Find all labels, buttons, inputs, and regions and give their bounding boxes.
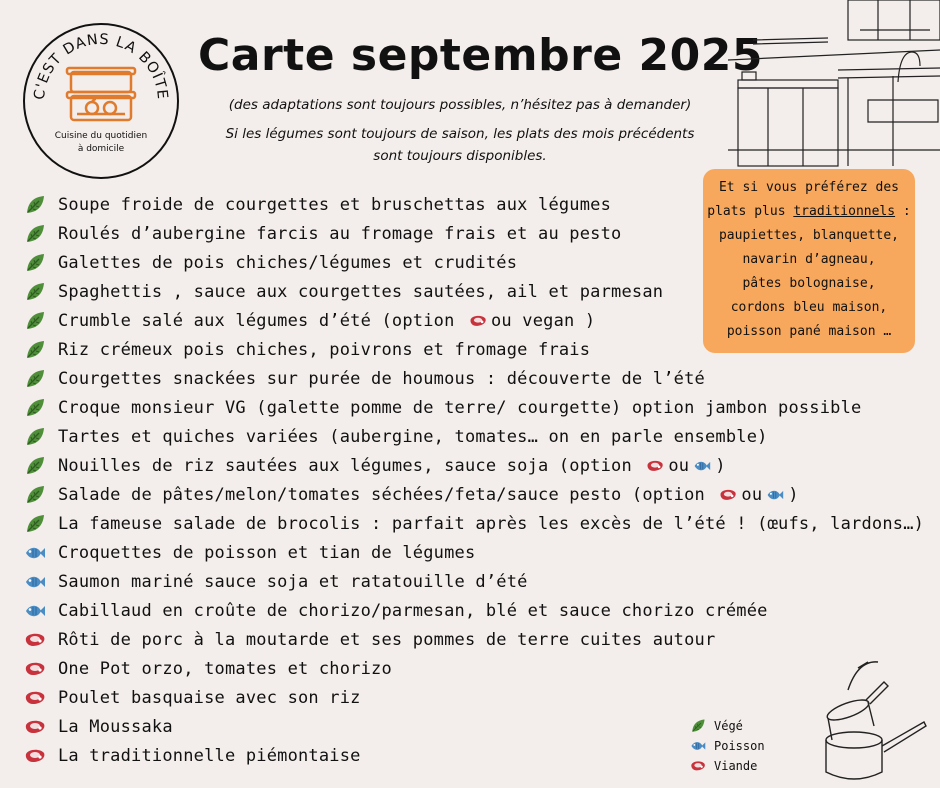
leaf-icon bbox=[24, 368, 46, 390]
leaf-icon bbox=[24, 339, 46, 361]
traditional-line-2-end: : bbox=[895, 204, 911, 219]
season-note-line-2: sont toujours disponibles. bbox=[373, 148, 547, 164]
dish-item bbox=[24, 190, 924, 219]
dish-option-end: ) bbox=[788, 484, 799, 505]
meat-icon bbox=[24, 687, 46, 709]
dish-text: Poulet basquaise avec son riz bbox=[58, 687, 361, 708]
leaf-icon bbox=[24, 252, 46, 274]
dish-text: Nouilles de riz sautées aux légumes, sauce soja (option bbox=[58, 455, 632, 476]
dish-text: Croque monsieur VG (galette pomme de terre/ courgette) option jambon possible bbox=[58, 397, 862, 418]
traditional-line-7: poisson pané maison … bbox=[726, 324, 892, 339]
fish-icon bbox=[690, 738, 706, 754]
dish-text: One Pot orzo, tomates et chorizo bbox=[58, 658, 392, 679]
traditional-line-6: cordons bleu maison, bbox=[730, 300, 888, 315]
dish-text: Cabillaud en croûte de chorizo/parmesan, blé et sauce chorizo crémée bbox=[58, 600, 768, 621]
dish-item bbox=[24, 625, 924, 654]
leaf-icon bbox=[24, 484, 46, 506]
leaf-icon bbox=[24, 194, 46, 216]
fish-icon bbox=[692, 457, 712, 475]
meat-icon bbox=[645, 457, 665, 475]
pots-illustration bbox=[818, 660, 930, 784]
dish-item bbox=[24, 509, 924, 538]
dish-option-text: ou vegan ) bbox=[490, 310, 596, 331]
legend-label: Viande bbox=[714, 759, 758, 773]
legend-label: Poisson bbox=[714, 739, 765, 753]
meat-icon bbox=[718, 486, 738, 504]
dish-text: Galettes de pois chiches/légumes et crudités bbox=[58, 252, 518, 273]
leaf-icon bbox=[24, 455, 46, 477]
legend-item bbox=[690, 736, 765, 756]
dish-text: Saumon mariné sauce soja et ratatouille d’été bbox=[58, 571, 528, 592]
dish-option-text: ou bbox=[741, 484, 763, 505]
dish-item bbox=[24, 393, 924, 422]
meat-icon bbox=[690, 758, 706, 774]
dish-item bbox=[24, 654, 924, 683]
traditional-underlined-word: traditionnels bbox=[793, 204, 896, 219]
logo bbox=[22, 22, 180, 180]
leaf-icon bbox=[24, 310, 46, 332]
dish-item bbox=[24, 248, 924, 277]
dish-item bbox=[24, 422, 924, 451]
dish-text: Salade de pâtes/melon/tomates séchées/feta/sauce pesto (option bbox=[58, 484, 705, 505]
dish-text: Roulés d’aubergine farcis au fromage frais et au pesto bbox=[58, 223, 622, 244]
leaf-icon bbox=[24, 223, 46, 245]
dish-item bbox=[24, 480, 924, 509]
dish-text: La Moussaka bbox=[58, 716, 173, 737]
dish-text: Courgettes snackées sur purée de houmous : découverte de l’été bbox=[58, 368, 705, 389]
dish-text: Riz crémeux pois chiches, poivrons et fromage frais bbox=[58, 339, 591, 360]
legend bbox=[690, 716, 765, 776]
meat-icon bbox=[24, 716, 46, 738]
dish-item bbox=[24, 306, 924, 335]
dish-text: Rôti de porc à la moutarde et ses pommes de terre cuites autour bbox=[58, 629, 716, 650]
traditional-line-2-start: plats plus bbox=[707, 204, 794, 219]
fish-icon bbox=[24, 571, 46, 593]
adaptation-note: (des adaptations sont toujours possibles, n’hésitez pas à demander) bbox=[228, 97, 692, 113]
dish-text: Tartes et quiches variées (aubergine, tomates… on en parle ensemble) bbox=[58, 426, 768, 447]
dish-item bbox=[24, 277, 924, 306]
kitchen-illustration bbox=[728, 0, 940, 170]
fish-icon bbox=[24, 542, 46, 564]
season-note-line-1: Si les légumes sont toujours de saison, les plats des mois précédents bbox=[225, 126, 695, 142]
dish-item bbox=[24, 596, 924, 625]
dish-item bbox=[24, 567, 924, 596]
traditional-line-4: navarin d’agneau, bbox=[742, 252, 876, 267]
leaf-icon bbox=[24, 281, 46, 303]
legend-item bbox=[690, 716, 765, 736]
page-title: Carte septembre 2025 bbox=[198, 30, 763, 81]
dish-list bbox=[24, 190, 924, 770]
dish-text: Soupe froide de courgettes et bruschettas aux légumes bbox=[58, 194, 612, 215]
legend-item bbox=[690, 756, 765, 776]
dish-text: Crumble salé aux légumes d’été (option bbox=[58, 310, 455, 331]
dish-item bbox=[24, 219, 924, 248]
meat-icon bbox=[468, 312, 488, 330]
dish-item bbox=[24, 451, 924, 480]
logo-tagline-1: Cuisine du quotidien bbox=[54, 131, 148, 141]
dish-item bbox=[24, 683, 924, 712]
dish-item bbox=[24, 364, 924, 393]
fish-icon bbox=[24, 600, 46, 622]
traditional-line-5: pâtes bolognaise, bbox=[742, 276, 876, 291]
dish-item bbox=[24, 712, 924, 741]
dish-text: La fameuse salade de brocolis : parfait après les excès de l’été ! (œufs, lardons…) bbox=[58, 513, 925, 534]
meat-icon bbox=[24, 745, 46, 767]
traditional-line-3: paupiettes, blanquette, bbox=[718, 228, 899, 243]
dish-item bbox=[24, 335, 924, 364]
dish-option-text: ou bbox=[668, 455, 690, 476]
meat-icon bbox=[24, 658, 46, 680]
dish-text: La traditionnelle piémontaise bbox=[58, 745, 361, 766]
fish-icon bbox=[765, 486, 785, 504]
logo-brand: C'EST DANS LA BOÎTE bbox=[31, 31, 171, 101]
dish-text: Spaghettis , sauce aux courgettes sautées, ail et parmesan bbox=[58, 281, 664, 302]
logo-tagline-2: à domicile bbox=[77, 144, 125, 154]
dish-item bbox=[24, 741, 924, 770]
legend-label: Végé bbox=[714, 719, 743, 733]
traditional-line-1: Et si vous préférez des bbox=[718, 180, 899, 195]
dish-text: Croquettes de poisson et tian de légumes bbox=[58, 542, 476, 563]
meat-icon bbox=[24, 629, 46, 651]
dish-item bbox=[24, 538, 924, 567]
leaf-icon bbox=[690, 718, 706, 734]
leaf-icon bbox=[24, 513, 46, 535]
leaf-icon bbox=[24, 426, 46, 448]
leaf-icon bbox=[24, 397, 46, 419]
dish-option-end: ) bbox=[715, 455, 726, 476]
